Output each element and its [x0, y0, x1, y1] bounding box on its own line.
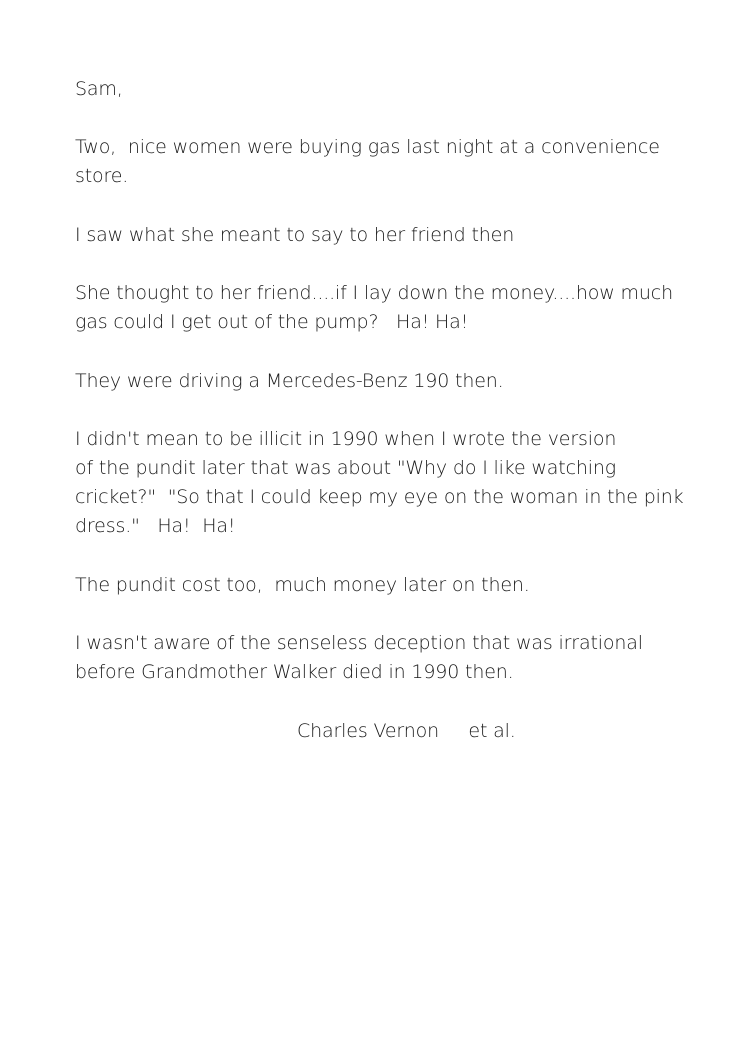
paragraph-5-line-4: dress." Ha! Ha! — [75, 515, 236, 537]
paragraph-1-line-1: Two, nice women were buying gas last night at a convenience — [75, 136, 660, 158]
paragraph-2-line-1: I saw what she meant to say to her friend then — [75, 224, 515, 246]
paragraph-1-line-2: store. — [75, 165, 129, 187]
paragraph-4-line-1: They were driving a Mercedes-Benz 190 then. — [75, 370, 504, 392]
signature: Charles Vernon et al. — [297, 720, 516, 742]
paragraph-3-line-2: gas could I get out of the pump? Ha! Ha! — [75, 311, 469, 333]
paragraph-7-line-1: I wasn't aware of the senseless deception that was irrational — [75, 632, 643, 654]
paragraph-6-line-1: The pundit cost too, much money later on then. — [75, 574, 530, 596]
paragraph-5-line-1: I didn't mean to be illicit in 1990 when I wrote the version — [75, 428, 617, 450]
salutation: Sam, — [75, 78, 123, 100]
paragraph-3-line-1: She thought to her friend....if I lay down the money....how much — [75, 282, 673, 304]
paragraph-5-line-2: of the pundit later that was about "Why do I like watching — [75, 457, 617, 479]
paragraph-7-line-2: before Grandmother Walker died in 1990 then. — [75, 661, 514, 683]
paragraph-5-line-3: cricket?" "So that I could keep my eye on the woman in the pink — [75, 486, 684, 508]
